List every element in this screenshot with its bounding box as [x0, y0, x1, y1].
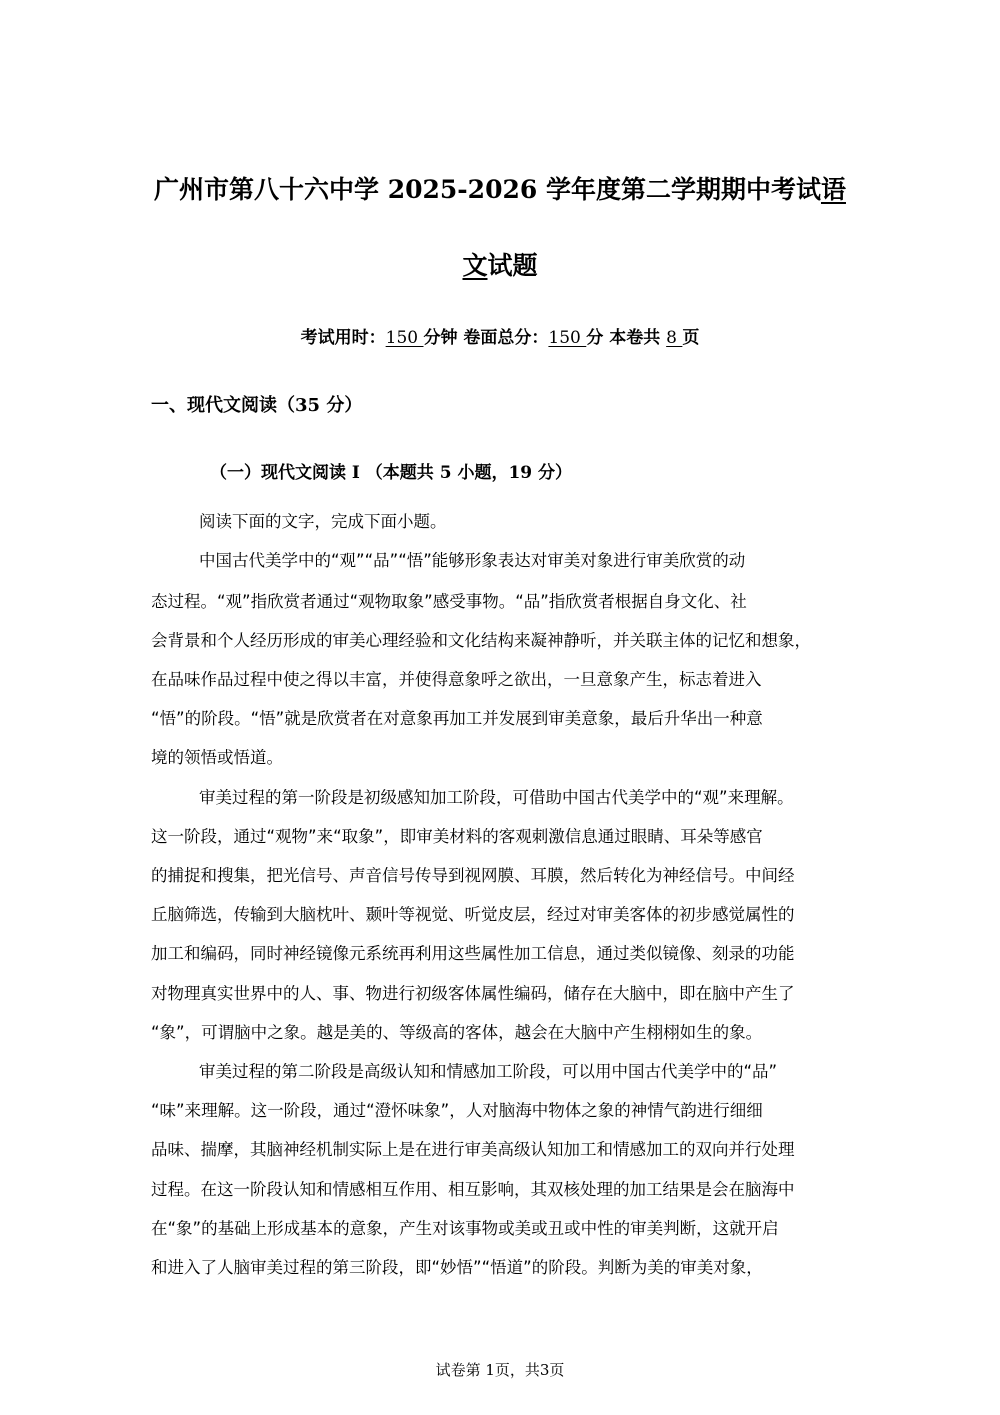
- passage-line: “味”来理解。这一阶段，通过“澄怀味象”，人对脑海中物体之象的神情气韵进行细细: [151, 1101, 763, 1120]
- passage-line: 和进入了人脑审美过程的第三阶段，即“妙悟”“悟道”的阶段。判断为美的审美对象，: [151, 1258, 763, 1277]
- passage-line: 丘脑筛选，传输到大脑枕叶、颞叶等视觉、听觉皮层，经过对审美客体的初步感觉属性的: [151, 905, 795, 924]
- passage-line: 中国古代美学中的“观”“品”“悟”能够形象表达对审美对象进行审美欣赏的动: [199, 551, 746, 570]
- exam-meta-info: [0, 323, 1000, 348]
- score-value: 150: [548, 328, 587, 348]
- passage-line: 在“象”的基础上形成基本的意象，产生对该事物或美或丑或中性的审美判断，这就开启: [151, 1219, 779, 1238]
- title-underlined-char: 文: [462, 251, 488, 280]
- title-underlined-char: 语: [820, 175, 846, 204]
- title-text: 广州市第八十六中学 2025-2026 学年度第二学期期中考试: [154, 175, 821, 204]
- time-unit: 分钟 卷面总分：: [423, 328, 549, 348]
- passage-line: 品味、揣摩，其脑神经机制实际上是在进行审美高级认知加工和情感加工的双向并行处理: [151, 1140, 795, 1159]
- passage-line: 会背景和个人经历形成的审美心理经验和文化结构来凝神静听，并关联主体的记忆和想象，: [151, 631, 811, 650]
- pages-unit: 页: [682, 328, 700, 348]
- page-footer: 试卷第 1页，共3页: [435, 1361, 565, 1379]
- time-label: 考试用时：: [300, 328, 386, 348]
- exam-title-line-2: [0, 246, 1000, 282]
- passage-line: 加工和编码，同时神经镜像元系统再利用这些属性加工信息，通过类似镜像、刻录的功能: [151, 944, 795, 963]
- passage-line: 境的领悟或悟道。: [151, 748, 283, 767]
- passage-line: 过程。在这一阶段认知和情感相互作用、相互影响，其双核处理的加工结果是会在脑海中: [151, 1180, 795, 1199]
- passage-line: 态过程。“观”指欣赏者通过“观物取象”感受事物。“品”指欣赏者根据自身文化、社: [151, 592, 747, 611]
- passage-line: 的捕捉和搜集，把光信号、声音信号传导到视网膜、耳膜，然后转化为神经信号。中间经: [151, 866, 795, 885]
- pages-value: 8: [666, 328, 683, 348]
- passage-line: “象”，可谓脑中之象。越是美的、等级高的客体，越会在大脑中产生栩栩如生的象。: [151, 1023, 763, 1042]
- instruction-line: 阅读下面的文字，完成下面小题。: [199, 512, 447, 531]
- passage-line: 审美过程的第一阶段是初级感知加工阶段，可借助中国古代美学中的“观”来理解。: [199, 788, 794, 807]
- passage-line: 对物理真实世界中的人、事、物进行初级客体属性编码，储存在大脑中，即在脑中产生了: [151, 984, 795, 1003]
- passage-line: 这一阶段，通过“观物”来“取象”，即审美材料的客观刺激信息通过眼睛、耳朵等感官: [151, 827, 763, 846]
- passage-line: 审美过程的第二阶段是高级认知和情感加工阶段，可以用中国古代美学中的“品”: [199, 1062, 778, 1081]
- title-text: 试题: [487, 251, 538, 280]
- passage-line: “悟”的阶段。“悟”就是欣赏者在对意象再加工并发展到审美意象，最后升华出一种意: [151, 709, 763, 728]
- score-unit: 分 本卷共: [586, 328, 667, 348]
- sub-heading: （一）现代文阅读 I （本题共 5 小题，19 分）: [210, 463, 573, 483]
- exam-title-line-1: [0, 170, 1000, 206]
- section-heading: 一、现代文阅读（35 分）: [151, 395, 363, 416]
- passage-line: 在品味作品过程中使之得以丰富，并使得意象呼之欲出，一旦意象产生，标志着进入: [151, 670, 762, 689]
- time-value: 150: [385, 328, 424, 348]
